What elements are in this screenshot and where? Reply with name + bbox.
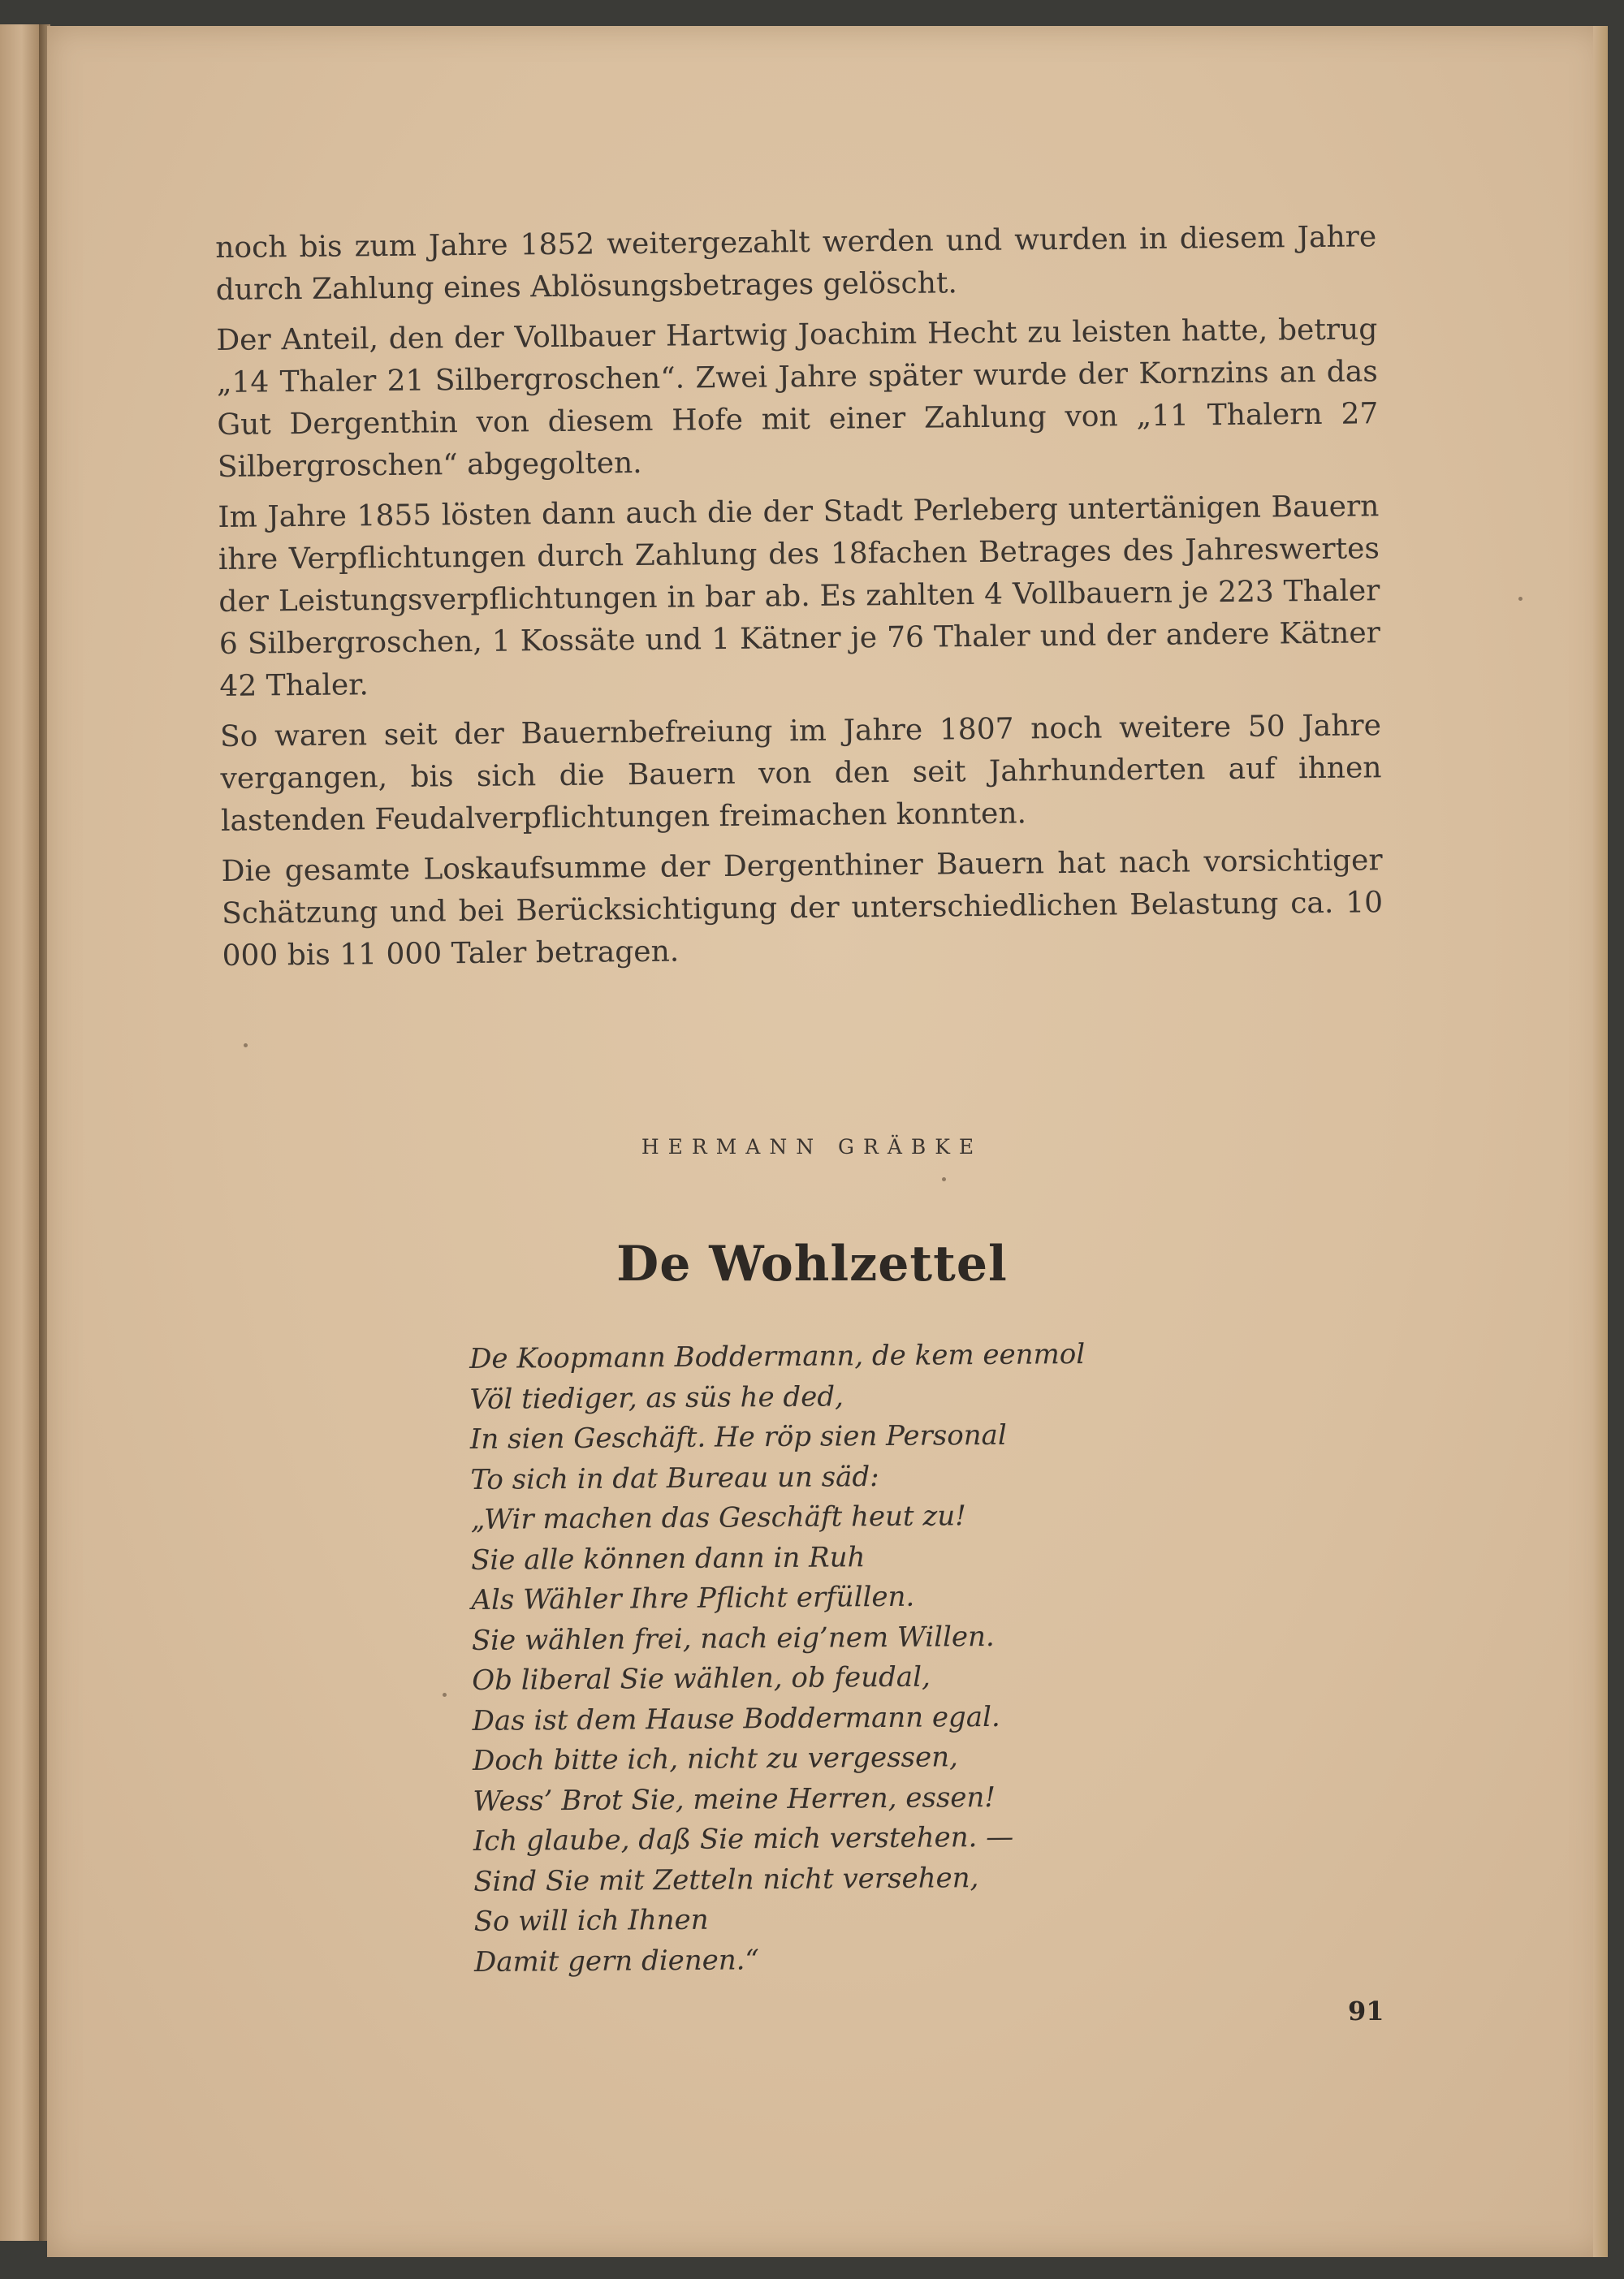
poem-line: Ich glaube, daß Sie mich verstehen. — [473, 1820, 1014, 1858]
prose-paragraph: Die gesamte Loskaufsumme der Dergenthiner Bauern hat nach vorsichtiger Schätzung und bei Berücksichtigung der unterschiedlichen Belastung ca. 10 000 bis 11 000 Taler betragen. [221, 844, 1384, 973]
poem-line: Ob liberal Sie wählen, ob feudal, [472, 1660, 931, 1697]
poem-line: De Koopmann Boddermann, de kem eenmol [469, 1338, 1086, 1375]
poem-line: Das ist dem Hause Boddermann egal. [472, 1700, 1000, 1737]
prose-body [215, 216, 1384, 986]
poem-line: So will ich Ihnen [473, 1903, 709, 1938]
previous-page-edge [0, 24, 41, 2241]
prose-paragraph: Der Anteil, den der Vollbauer Hartwig Joachim Hecht zu leisten hatte, betrug „14 Thaler 21 Silbergroschen“. Zwei Jahre später wurde der Kornzins an das Gut Dergenthin von diesem Hofe mit einer Zahlung von „11 Thalern 27 Silbergroschen“ abgegolten. [216, 313, 1379, 484]
poem-line: Wess’ Brot Sie, meine Herren, essen! [473, 1780, 996, 1818]
prose-paragraph: Im Jahre 1855 lösten dann auch die der Stadt Perleberg untertänigen Bauern ihre Verpflichtungen durch Zahlung des 18fachen Betrages des Jahreswertes der Leistungsverpflichtungen in bar ab. Es zahlten 4 Vollbauern je 223 Thaler 6 Silbergroschen, 1 Kossäte und 1 Kätner je 76 Thaler und der andere Kätner 42 Thaler. [218, 490, 1381, 703]
poem-author: HERMANN GRÄBKE [641, 1135, 983, 1159]
page-number: 91 [1348, 1996, 1384, 2026]
poem-title: De Wohlzettel [616, 1236, 1008, 1293]
poem-line: In sien Geschäft. He röp sien Personal [469, 1418, 1007, 1456]
poem-line: Doch bitte ich, nicht zu vergessen, [472, 1741, 959, 1777]
poem-line: „Wir machen das Geschäft heut zu! [470, 1500, 966, 1536]
paper-speck [244, 1043, 248, 1047]
poem-line: Sie alle können dann in Ruh [470, 1540, 866, 1577]
poem-line: Sind Sie mit Zetteln nicht versehen, [473, 1861, 979, 1898]
poem-body [469, 1332, 1449, 1983]
prose-paragraph: noch bis zum Jahre 1852 weitergezahlt werden und wurden in diesem Jahre durch Zahlung eines Ablösungsbetrages gelöscht. [215, 220, 1377, 307]
poem-line: Sie wählen frei, nach eig’nem Willen. [471, 1620, 995, 1657]
poem-line: Völ tiediger, as süs he ded, [469, 1379, 844, 1416]
prose-paragraph: So waren seit der Bauernbefreiung im Jahre 1807 noch weitere 50 Jahre vergangen, bis sich die Bauern von den seit Jahrhunderten auf ihnen lastenden Feudalverpflichtungen freimachen konnten. [219, 709, 1382, 838]
poem-line: To sich in dat Bureau un säd: [470, 1460, 879, 1496]
paper-speck [443, 1693, 447, 1697]
paper-speck [942, 1177, 946, 1181]
poem-line: Als Wähler Ihre Pflicht erfüllen. [471, 1580, 915, 1616]
poem-line: Damit gern dienen.“ [473, 1943, 759, 1979]
paper-speck [1518, 597, 1522, 601]
